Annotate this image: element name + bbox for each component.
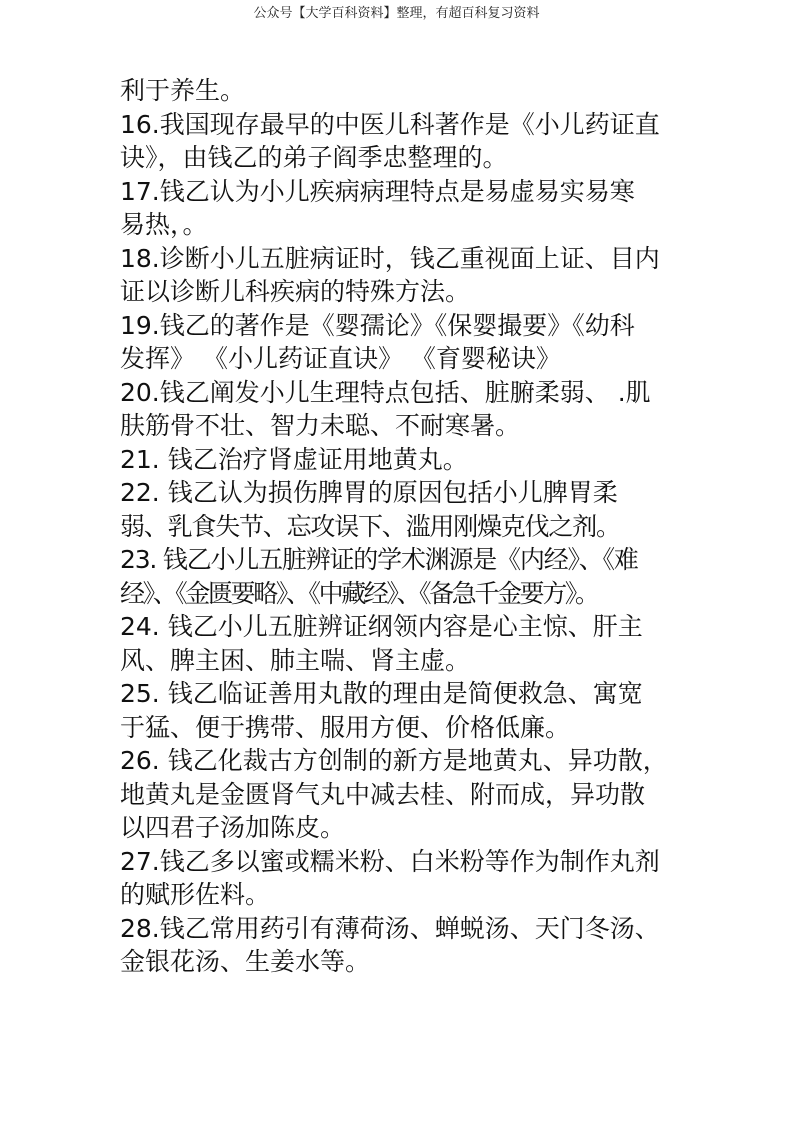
text-line: 易热，。	[120, 210, 208, 239]
text-line: 的赋形佐料。	[120, 880, 271, 909]
text-line: 发挥》 《小儿药证直诀》 《育婴秘诀》	[120, 344, 561, 373]
text-line: 肤筋骨不壮、智力未聪、不耐寒暑。	[120, 411, 521, 440]
text-line: 17.钱乙认为小儿疾病病理特点是易虚易实易寒	[120, 176, 635, 206]
text-line: 24. 钱乙小儿五脏辨证纲领内容是心主惊、肝主	[120, 612, 643, 641]
text-line: 于猛、便于携带、服用方便、价格低廉。	[120, 712, 571, 742]
text-line: 弱、乳食失节、忘攻误下、滥用刚燥克伐之剂。	[120, 511, 620, 541]
text-line: 诀》，由钱乙的弟子阎季忠整理的。	[120, 143, 508, 172]
text-line: 以四君子汤加陈皮。	[120, 813, 346, 842]
text-line: 21. 钱乙治疗肾虚证用地黄丸。	[120, 444, 468, 474]
text-line: 证以诊断儿科疾病的特殊方法。	[120, 277, 471, 306]
text-line: 利于养生。	[120, 76, 246, 105]
text-line: 20.钱乙阐发小儿生理特点包括、脏腑柔弱、 .肌	[120, 377, 651, 407]
text-line: 18.诊断小儿五脏病证时，钱乙重视面上证、目内	[120, 243, 660, 273]
text-line: 金银花汤、生姜水等。	[120, 947, 371, 976]
text-line: 16.我国现存最早的中医儿科著作是《小儿药证直	[120, 109, 660, 139]
text-line: 地黄丸是金匮肾气丸中减去桂、附而成，异功散	[120, 779, 646, 809]
text-line: 26. 钱乙化裁古方创制的新方是地黄丸、异功散，	[120, 746, 668, 775]
text-line: 风、脾主困、肺主喘、肾主虚。	[120, 645, 471, 675]
text-line: 19.钱乙的著作是《婴孺论》《保婴撮要》《幼科	[120, 310, 635, 340]
text-line: 25. 钱乙临证善用丸散的理由是简便救急、寓宽	[120, 679, 643, 708]
text-line: 经》、《金匮要略》、《中藏经》、《备急千金要方》。	[120, 578, 598, 608]
text-line: 23. 钱乙小儿五脏辨证的学术渊源是《内经》、《难	[120, 545, 638, 574]
text-line: 22. 钱乙认为损伤脾胃的原因包括小儿脾胃柔	[120, 478, 618, 507]
text-line: 28.钱乙常用药引有薄荷汤、蝉蜕汤、天门冬汤、	[120, 913, 660, 943]
page-header: 公众号【大学百科资料】整理，有超百科复习资料	[253, 6, 540, 21]
text-line: 27.钱乙多以蜜或糯米粉、白米粉等作为制作丸剂	[120, 846, 660, 876]
document-body	[120, 74, 680, 979]
